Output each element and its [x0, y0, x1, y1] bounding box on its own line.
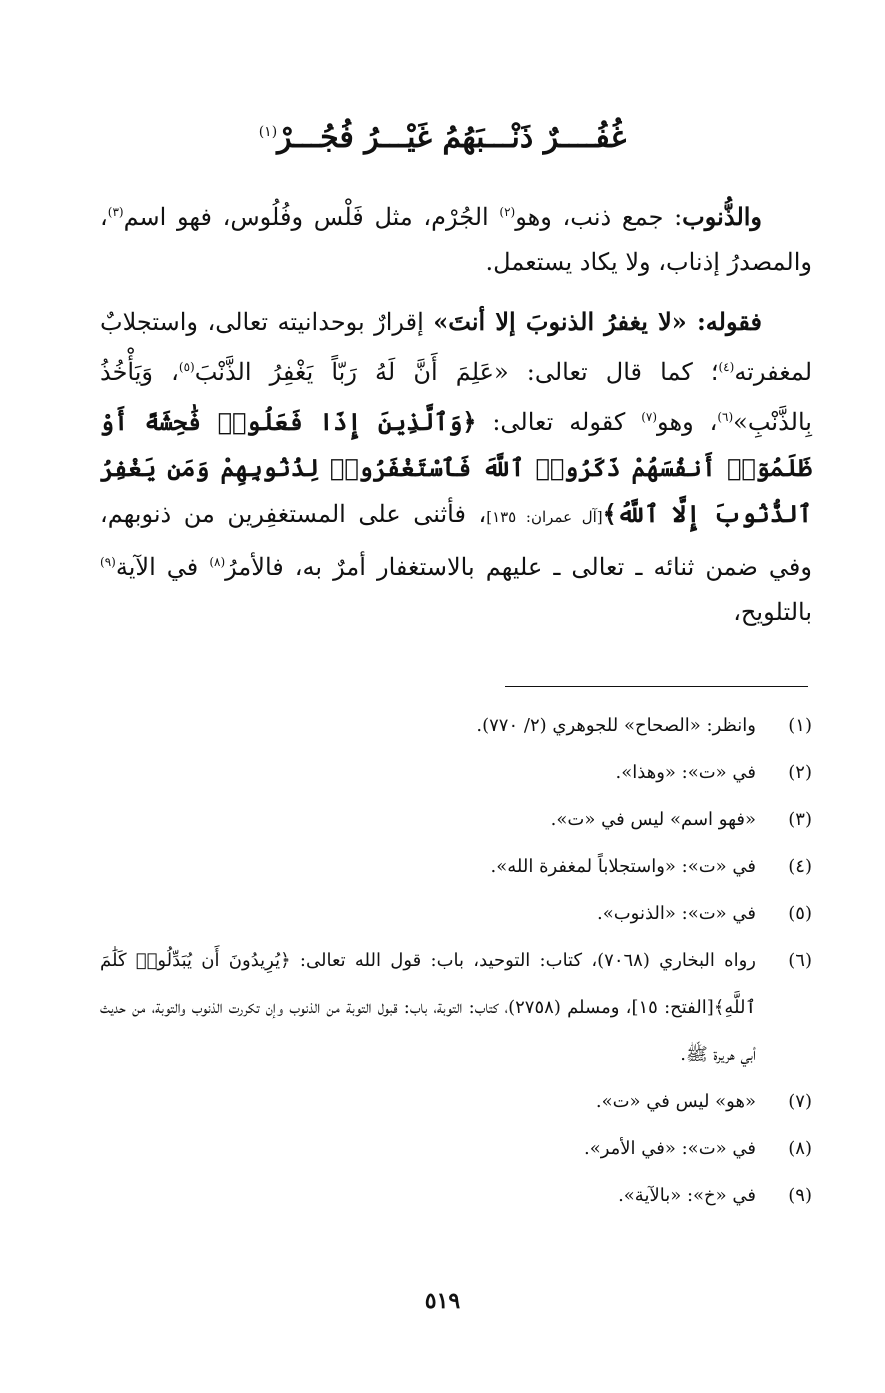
text-segment: ﴿وَٱلَّذِينَ إِذَا فَعَلُوا۟ فَٰحِشَةً أَوْ ظَلَمُوٓا۟ أَنفُسَهُمْ ذَكَرُوا۟ ٱللَّهَ فَٱسْتَغْفَرُوا۟ لِذُنُوبِهِمْ وَمَن يَغْفِرُ ٱلذُّنُوبَ إِلَّا ٱللَّهُ﴾ [100, 407, 813, 528]
footnote-number: (٩) [788, 1185, 812, 1206]
footnote-ref: (٦) [717, 410, 734, 424]
footnote-number: (٧) [788, 1091, 812, 1112]
paragraph [100, 190, 812, 285]
footnote [100, 1078, 812, 1125]
footnote [100, 890, 812, 937]
footnote-text: في «ت»: «وهذا». [615, 762, 756, 783]
footnote [100, 1125, 812, 1172]
main-text [100, 190, 812, 635]
text-segment: : جمع ذنب، وهو [515, 203, 683, 231]
footnote-text: في «ت»: «الذنوب». [596, 903, 756, 924]
text-segment: كقوله تعالى: [476, 408, 642, 436]
text-segment: [آل عمران: ١٣٥] [486, 508, 603, 526]
verse-footnote-ref: (١) [258, 124, 278, 140]
footnote [100, 843, 812, 890]
footnote-number: (١) [788, 715, 812, 736]
footnote [100, 702, 812, 749]
text-segment: ، وهو [657, 408, 718, 436]
footnote-number: (٣) [788, 809, 812, 830]
footnote-number: (٥) [788, 903, 812, 924]
footnote [100, 937, 812, 1078]
footnote-number: (٨) [788, 1138, 812, 1159]
footnote [100, 749, 812, 796]
poetry-verse [0, 120, 885, 155]
text-segment: الجُرْم، مثل فَلْس وفُلُوس، فهو اسم [123, 203, 500, 231]
footnote-number: (٢) [788, 762, 812, 783]
footnote-text: «فهو اسم» ليس في «ت». [550, 809, 756, 830]
footnote-ref: (٩) [100, 555, 116, 569]
footnote-number: (٦) [788, 950, 812, 971]
text-segment: ؛ كما قال تعالى: «عَلِمَ أَنَّ لَهُ رَبّاً يَغْفِرُ الذَّنْبَ [194, 358, 719, 386]
footnote-ref: (٤) [718, 360, 735, 374]
text-segment: ، والمصدرُ إذناب، ولا يكاد يستعمل. [100, 203, 812, 276]
footnote-ref: (٢) [499, 205, 516, 219]
text-segment: في الآية [115, 553, 210, 581]
page-number: ٥١٩ [424, 1288, 461, 1314]
footnote-text: وانظر: «الصحاح» للجوهري (٢/ ٧٧٠). [476, 715, 756, 736]
paragraph [100, 299, 812, 635]
footnote-ref: (٧) [641, 410, 658, 424]
footnote-text: «هو» ليس في «ت». [595, 1091, 756, 1112]
footnote-text: في «خ»: «بالآية». [618, 1185, 756, 1206]
text-segment: بالتلويح، [733, 598, 812, 626]
footnote [100, 1172, 812, 1219]
text-segment: ، فأثنى على المستغفِرين من ذنوبهم، وفي ضمن ثنائه ـ تعالى ـ عليهم بالاستغفار أمرٌ به، فالأمرُ [100, 500, 812, 581]
footnote [100, 796, 812, 843]
footnote-text: في «ت»: «واستجلاباً لمغفرة الله». [490, 856, 756, 877]
footnote-ref: (٥) [178, 360, 195, 374]
text-segment: إقرارٌ بوحدانيته تعالى، واستجلابٌ لمغفرته [100, 308, 813, 386]
footnotes-list [100, 702, 812, 1219]
footnote-text: في «ت»: «في الأمر». [583, 1138, 756, 1159]
text-segment: والذُّنوب [682, 202, 763, 231]
verse-text: غُفُــــرٌ ذَنْـــبَهُمُ غَيْـــرُ فُجُـــرْ [277, 120, 627, 155]
footnote-ref: (٨) [209, 555, 226, 569]
footnote-ref: (٣) [107, 205, 124, 219]
footnote-number: (٤) [788, 856, 812, 877]
footnote-text: رواه البخاري (٧٠٦٨)، كتاب: التوحيد، باب: قول الله تعالى: ﴿يُرِيدُونَ أَن يُبَدِّلُوا۟ كَلَٰمَ ٱللَّهِ﴾[الفتح: ١٥]، ومسلم (٢٧٥٨)، كتاب: التوبة، باب: قبول التوبة من الذنوب وإن تكررت الذنوب والتوبة، من حديث أبي هريرة ﷺ. [100, 950, 756, 1065]
text-segment: فقوله: «لا يغفرُ الذنوبَ إلا أنتَ» [433, 307, 762, 336]
text-segment: ، وَيَأْخُذُ بِالذَّنْبِ» [100, 358, 812, 436]
footnote-separator [505, 686, 808, 687]
